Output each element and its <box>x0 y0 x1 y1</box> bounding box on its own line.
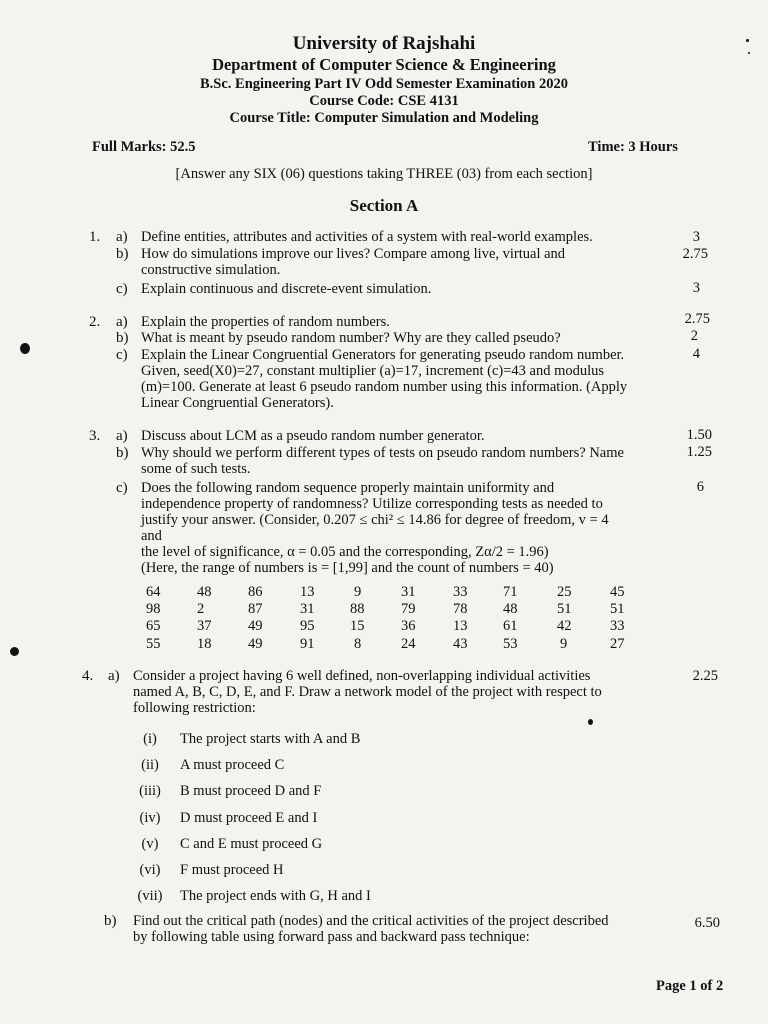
question-number: 3. <box>89 428 101 444</box>
part-label: b) <box>104 913 117 929</box>
question-1a-text: Define entities, attributes and activities of a system with real-world examples. <box>141 229 593 245</box>
table-row: 65 37 49 95 15 36 13 61 42 33 <box>146 618 625 634</box>
question-3b-text: Why should we perform different types of tests on pseudo random numbers? Name some of such tests. <box>141 445 624 477</box>
question-4b-text: Find out the critical path (nodes) and the critical activities of the project described by following table using forward pass and backward pass technique: <box>133 913 609 945</box>
page-number: Page 1 of 2 <box>656 978 724 994</box>
restriction-item: (v) C and E must proceed G <box>141 836 323 852</box>
question-1c-text: Explain continuous and discrete-event simulation. <box>141 281 432 297</box>
scan-speck <box>746 39 749 42</box>
instruction: [Answer any SIX (06) questions taking THREE (03) from each section] <box>175 166 593 182</box>
question-number: 2. <box>89 314 101 330</box>
question-number: 1. <box>89 229 101 245</box>
scan-speck <box>20 343 30 354</box>
question-3c-text: Does the following random sequence properly maintain uniformity and independence property of randomness? Utilize corresponding tests as needed to justify your answer. (Consider, 0.207 ≤ chi² ≤ 14.86 for degree of freedom, v = 4 and the level of significance, α = 0.05 and the corresponding, Zα/2 = 1.96) (Here, the range of numbers is = [1,99] and the count of numbers = 40) <box>141 480 609 576</box>
table-row: 98 2 87 31 88 79 78 48 51 51 <box>146 601 625 617</box>
restriction-item: (iii) B must proceed D and F <box>139 783 322 799</box>
part-label: a) <box>108 668 120 684</box>
department-name: Department of Computer Science & Engineering <box>212 55 556 74</box>
scan-speck <box>10 647 19 656</box>
exam-time: Time: 3 Hours <box>588 139 678 155</box>
question-2a-text: Explain the properties of random numbers. <box>141 314 390 330</box>
part-label: a) <box>116 229 128 245</box>
marks: 1.25 <box>686 444 712 460</box>
question-number: 4. <box>82 668 94 684</box>
marks: 3 <box>692 280 700 296</box>
full-marks: Full Marks: 52.5 <box>92 139 196 155</box>
part-label: a) <box>116 314 128 330</box>
exam-title: B.Sc. Engineering Part IV Odd Semester Examination 2020 <box>199 76 568 92</box>
part-label: c) <box>116 480 128 496</box>
marks: 2.75 <box>682 246 708 262</box>
marks: 2 <box>690 328 698 344</box>
marks: 1.50 <box>686 427 712 443</box>
question-2c-text: Explain the Linear Congruential Generators for generating pseudo random number. Given, seed(X0)=27, constant multiplier (a)=17, increment (c)=43 and modulus (m)=100. Generate at least 6 pseudo random number using this information. (Apply Linear Congruential Generators). <box>141 347 628 411</box>
marks: 6 <box>696 479 704 495</box>
part-label: c) <box>116 281 128 297</box>
question-4a-text: Consider a project having 6 well defined, non-overlapping individual activities named A, B, C, D, E, and F. Draw a network model of the project with respect to following restriction: <box>133 668 602 716</box>
question-1b-text: How do simulations improve our lives? Compare among live, virtual and constructive simulation. <box>141 246 566 278</box>
restriction-item: (iv) D must proceed E and I <box>139 810 318 826</box>
scan-speck <box>748 52 750 54</box>
marks: 4 <box>692 346 700 362</box>
question-3a-text: Discuss about LCM as a pseudo random number generator. <box>141 428 485 444</box>
part-label: b) <box>116 246 129 262</box>
marks: 2.25 <box>692 668 718 684</box>
marks: 2.75 <box>684 311 710 327</box>
marks: 3 <box>692 229 700 245</box>
course-title: Course Title: Computer Simulation and Modeling <box>229 110 539 126</box>
part-label: b) <box>116 445 129 461</box>
table-row: 55 18 49 91 8 24 43 53 9 27 <box>146 636 625 652</box>
table-row: 64 48 86 13 9 31 33 71 25 45 <box>146 584 625 600</box>
restriction-item: (vii) The project ends with G, H and I <box>137 888 371 904</box>
part-label: b) <box>116 330 129 346</box>
part-label: a) <box>116 428 128 444</box>
random-number-table <box>0 584 768 654</box>
question-2b-text: What is meant by pseudo random number? Why are they called pseudo? <box>141 330 561 346</box>
scan-speck <box>588 719 593 725</box>
university-name: University of Rajshahi <box>292 33 476 54</box>
course-code: Course Code: CSE 4131 <box>309 93 459 109</box>
marks: 6.50 <box>694 915 720 931</box>
part-label: c) <box>116 347 128 363</box>
section-title: Section A <box>349 196 419 215</box>
restriction-item: (i) The project starts with A and B <box>143 731 361 747</box>
restriction-item: (vi) F must proceed H <box>139 862 284 878</box>
restriction-item: (ii) A must proceed C <box>141 757 285 773</box>
